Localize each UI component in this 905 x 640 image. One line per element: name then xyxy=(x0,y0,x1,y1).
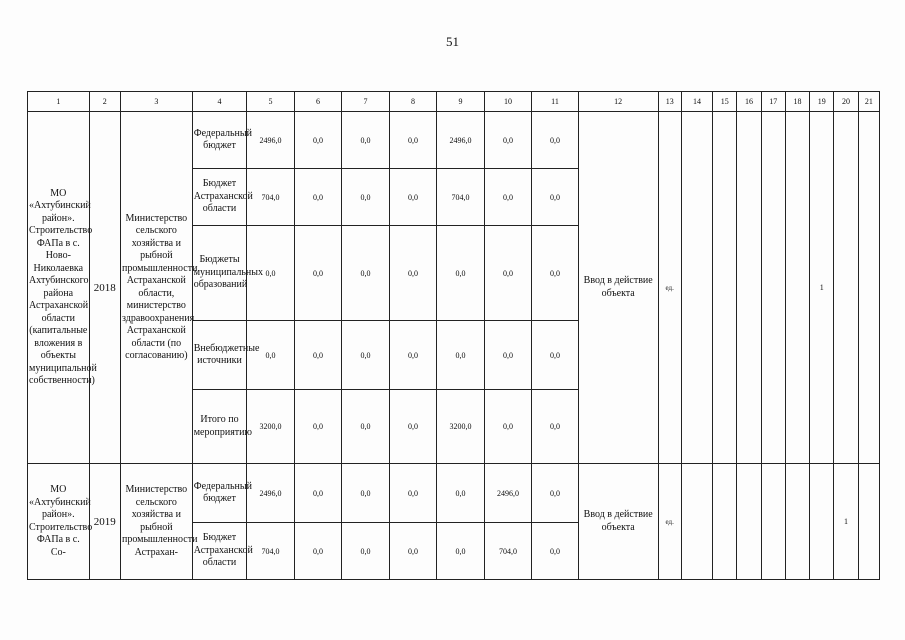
value-cell: 0,0 xyxy=(294,390,342,464)
header-cell: 11 xyxy=(532,92,578,112)
value-cell: 0,0 xyxy=(389,321,437,390)
empty-cell xyxy=(834,112,858,464)
header-cell: 3 xyxy=(120,92,192,112)
value-cell: 0,0 xyxy=(532,321,578,390)
executor-cell: Министерство сельского хозяйства и рыбной промышленности Астрахан- xyxy=(120,464,192,580)
header-row xyxy=(28,92,880,112)
empty-cell xyxy=(713,112,737,464)
program-table xyxy=(27,91,880,580)
empty-cell xyxy=(681,112,712,464)
empty-cell xyxy=(785,112,809,464)
header-cell: 8 xyxy=(389,92,437,112)
empty-cell xyxy=(810,464,834,580)
page-number: 51 xyxy=(446,34,459,49)
empty-cell xyxy=(713,464,737,580)
quantity-cell: 1 xyxy=(834,464,858,580)
empty-cell xyxy=(737,112,761,464)
funding-source-cell: Бюджеты муниципальных образований xyxy=(192,226,247,321)
value-cell: 0,0 xyxy=(294,226,342,321)
header-cell: 10 xyxy=(484,92,532,112)
value-cell: 0,0 xyxy=(389,523,437,580)
value-cell: 0,0 xyxy=(484,390,532,464)
value-cell: 0,0 xyxy=(532,169,578,226)
value-cell: 0,0 xyxy=(389,390,437,464)
header-cell: 20 xyxy=(834,92,858,112)
value-cell: 0,0 xyxy=(342,464,390,523)
value-cell: 0,0 xyxy=(389,169,437,226)
value-cell: 0,0 xyxy=(532,112,578,169)
value-cell: 0,0 xyxy=(294,112,342,169)
header-cell: 14 xyxy=(681,92,712,112)
value-cell: 0,0 xyxy=(389,226,437,321)
value-cell: 704,0 xyxy=(247,523,295,580)
header-cell: 7 xyxy=(342,92,390,112)
funding-source-cell: Внебюджетные источники xyxy=(192,321,247,390)
header-cell: 9 xyxy=(437,92,485,112)
quantity-cell: 1 xyxy=(810,112,834,464)
value-cell: 0,0 xyxy=(437,464,485,523)
funding-source-cell: Бюджет Астраханской области xyxy=(192,169,247,226)
value-cell: 2496,0 xyxy=(247,112,295,169)
value-cell: 3200,0 xyxy=(247,390,295,464)
value-cell: 0,0 xyxy=(342,226,390,321)
value-cell: 2496,0 xyxy=(484,464,532,523)
header-cell: 6 xyxy=(294,92,342,112)
funding-source-cell: Федеральный бюджет xyxy=(192,464,247,523)
header-cell: 5 xyxy=(247,92,295,112)
value-cell: 0,0 xyxy=(294,321,342,390)
value-cell: 704,0 xyxy=(247,169,295,226)
value-cell: 0,0 xyxy=(532,523,578,580)
unit-cell: ед. xyxy=(658,112,681,464)
value-cell: 0,0 xyxy=(294,169,342,226)
value-cell: 0,0 xyxy=(389,112,437,169)
value-cell: 0,0 xyxy=(247,226,295,321)
value-cell: 0,0 xyxy=(437,321,485,390)
header-cell: 19 xyxy=(810,92,834,112)
header-cell: 12 xyxy=(578,92,658,112)
value-cell: 0,0 xyxy=(247,321,295,390)
empty-cell xyxy=(858,464,879,580)
header-cell: 16 xyxy=(737,92,761,112)
value-cell: 0,0 xyxy=(532,390,578,464)
value-cell: 0,0 xyxy=(437,226,485,321)
value-cell: 0,0 xyxy=(532,464,578,523)
value-cell: 2496,0 xyxy=(247,464,295,523)
empty-cell xyxy=(737,464,761,580)
executor-cell: Министерство сельского хозяйства и рыбной промышленности Астраханской области, министерство здравоохранения Астраханской области (по согласованию) xyxy=(120,112,192,464)
value-cell: 0,0 xyxy=(484,169,532,226)
value-cell: 0,0 xyxy=(484,226,532,321)
value-cell: 0,0 xyxy=(342,523,390,580)
header-cell: 2 xyxy=(89,92,120,112)
object-name-cell: МО «Ахтубинский район». Строительство ФАПа в с. Со- xyxy=(28,464,90,580)
header-cell: 1 xyxy=(28,92,90,112)
value-cell: 0,0 xyxy=(437,523,485,580)
year-cell: 2019 xyxy=(89,464,120,580)
unit-cell: ед. xyxy=(658,464,681,580)
empty-cell xyxy=(785,464,809,580)
value-cell: 0,0 xyxy=(342,169,390,226)
value-cell: 0,0 xyxy=(484,112,532,169)
header-cell: 18 xyxy=(785,92,809,112)
header-cell: 13 xyxy=(658,92,681,112)
value-cell: 0,0 xyxy=(532,226,578,321)
value-cell: 0,0 xyxy=(294,523,342,580)
value-cell: 704,0 xyxy=(484,523,532,580)
empty-cell xyxy=(858,112,879,464)
empty-cell xyxy=(681,464,712,580)
value-cell: 0,0 xyxy=(294,464,342,523)
value-cell: 0,0 xyxy=(342,112,390,169)
result-cell: Ввод в действие объекта xyxy=(578,464,658,580)
value-cell: 0,0 xyxy=(389,464,437,523)
table-row xyxy=(28,112,880,169)
header-cell: 15 xyxy=(713,92,737,112)
table-row xyxy=(28,464,880,523)
result-cell: Ввод в действие объекта xyxy=(578,112,658,464)
object-name-cell: МО «Ахтубинский район». Строительство ФАПа в с. Ново-Николаевка Ахтубинского района Астраханской области (капитальные вложения в объекты муниципальной собственности) xyxy=(28,112,90,464)
value-cell: 2496,0 xyxy=(437,112,485,169)
header-cell: 21 xyxy=(858,92,879,112)
value-cell: 3200,0 xyxy=(437,390,485,464)
empty-cell xyxy=(761,112,785,464)
funding-source-cell: Федеральный бюджет xyxy=(192,112,247,169)
empty-cell xyxy=(761,464,785,580)
year-cell: 2018 xyxy=(89,112,120,464)
header-cell: 17 xyxy=(761,92,785,112)
value-cell: 0,0 xyxy=(342,390,390,464)
funding-source-cell: Бюджет Астраханской области xyxy=(192,523,247,580)
header-cell: 4 xyxy=(192,92,247,112)
funding-source-cell: Итого по мероприятию xyxy=(192,390,247,464)
value-cell: 0,0 xyxy=(484,321,532,390)
value-cell: 704,0 xyxy=(437,169,485,226)
value-cell: 0,0 xyxy=(342,321,390,390)
